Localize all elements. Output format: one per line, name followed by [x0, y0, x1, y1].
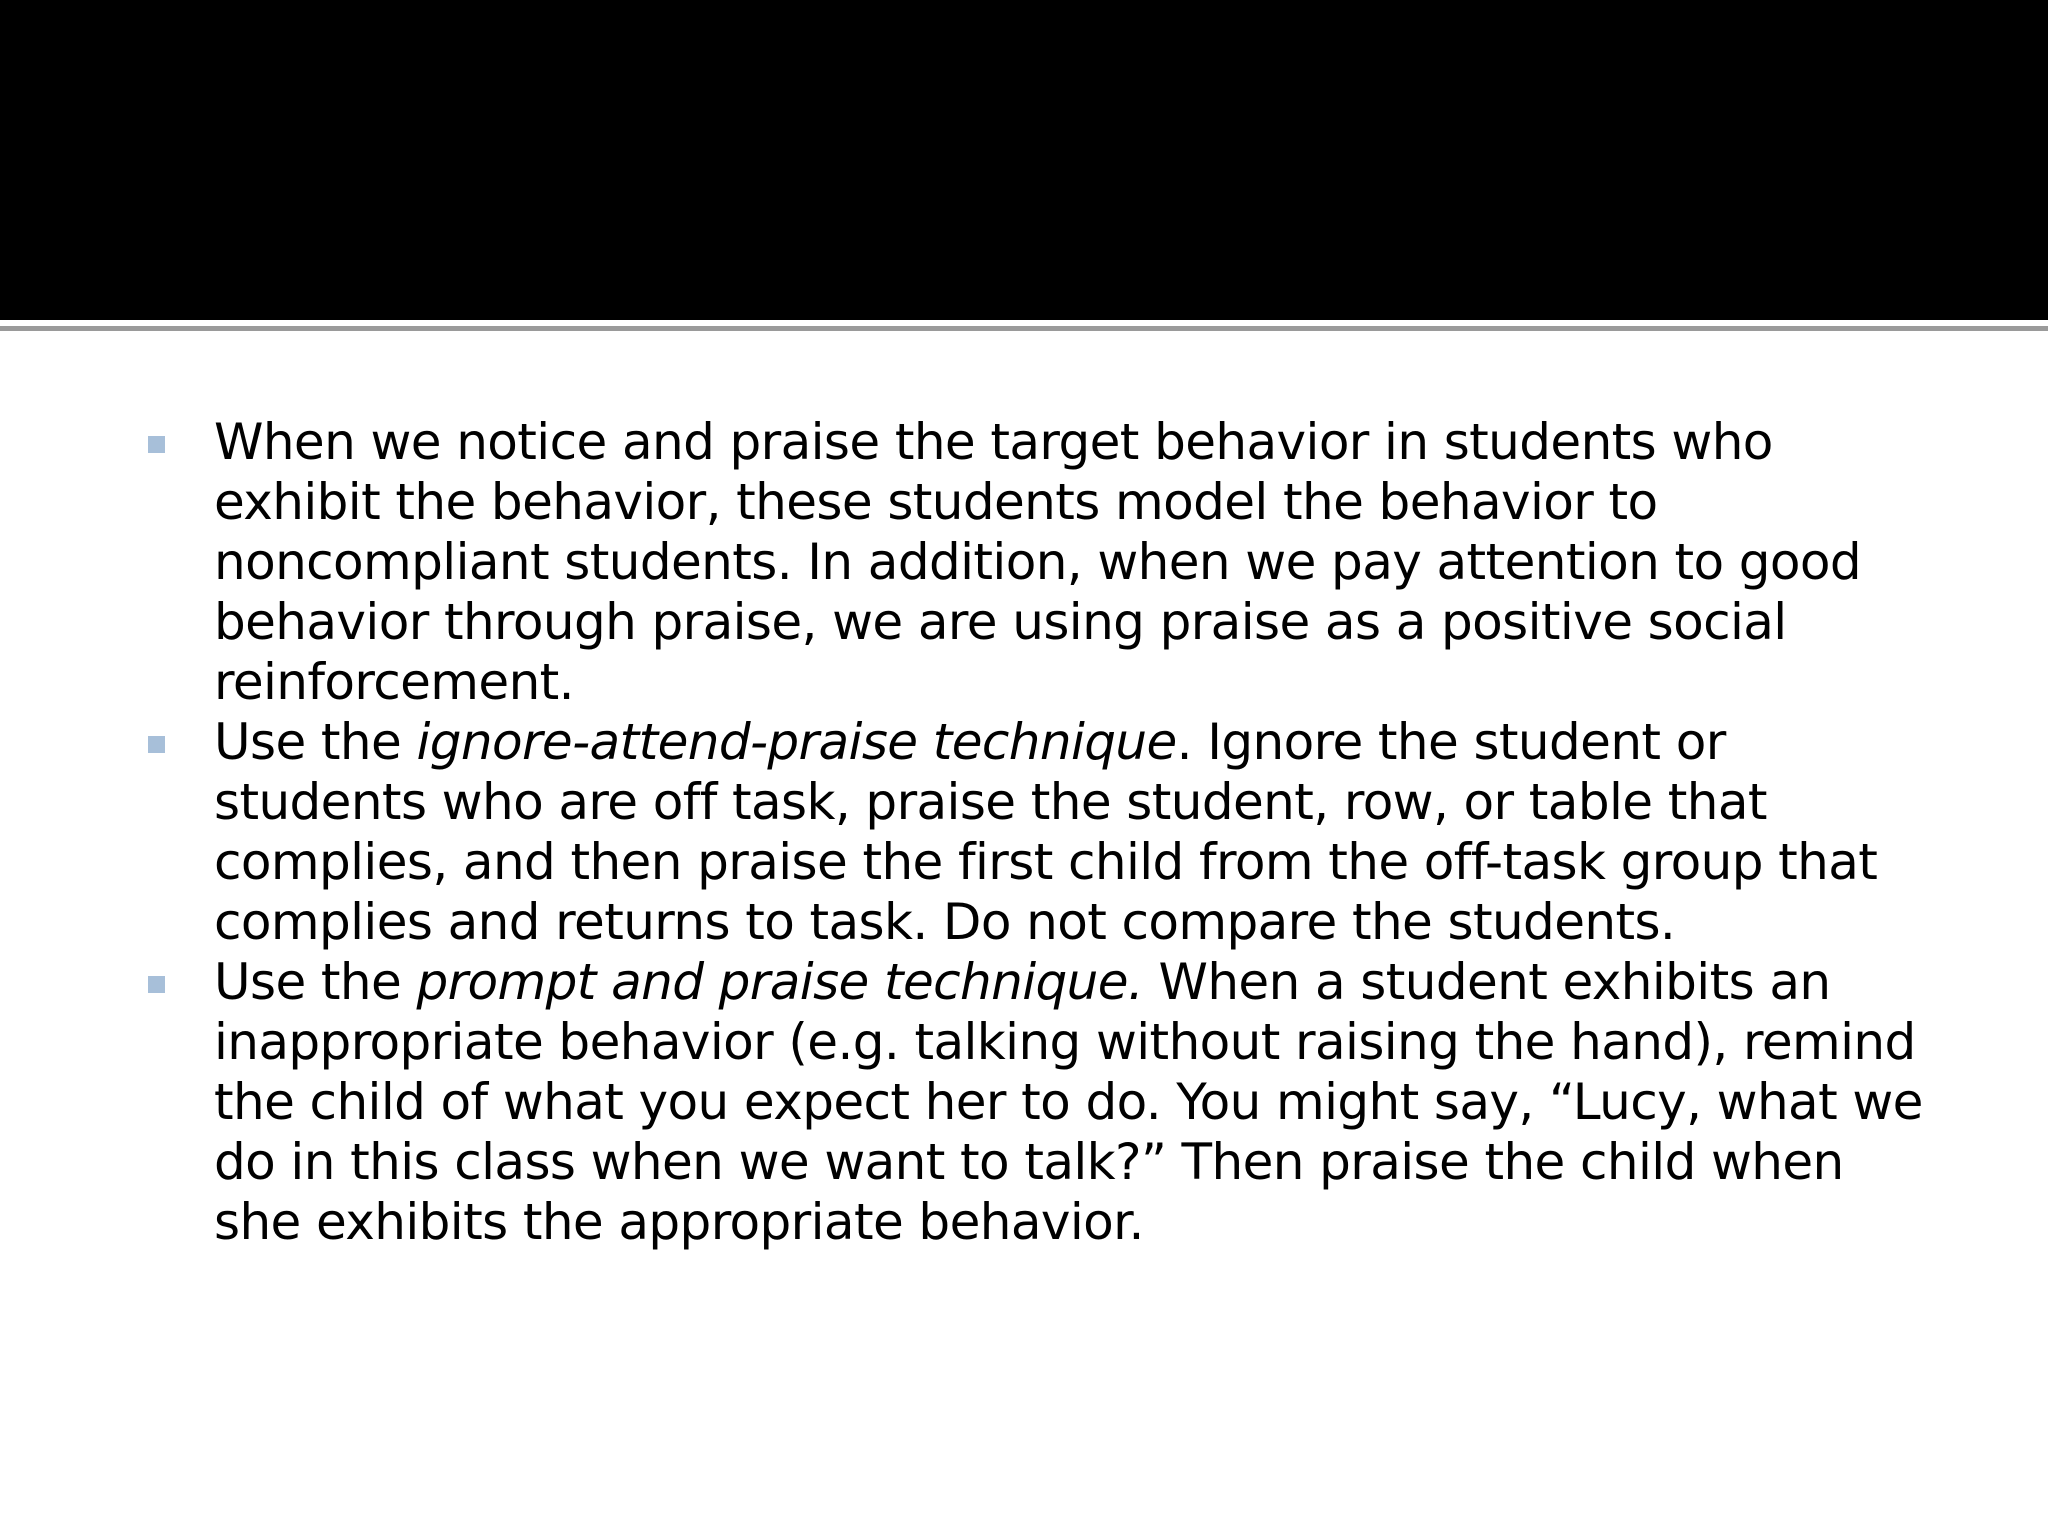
title-rule — [0, 326, 2048, 331]
bullet-text — [214, 712, 1940, 952]
bullet-text-segment: Use the — [214, 713, 417, 771]
bullet-item — [140, 712, 1940, 952]
title-bar — [0, 0, 2048, 320]
bullet-text-segment: When we notice and praise the target behavior in students who exhibit the behavior, these students model the behavior to noncompliant students. In addition, when we pay attention to good behavior through praise, we are using praise as a positive social reinforcement. — [214, 413, 1862, 711]
bullet-text-segment: Use the — [214, 953, 417, 1011]
bullet-text-emphasis: ignore-attend-praise technique — [416, 713, 1177, 771]
square-bullet-icon — [148, 436, 165, 453]
square-bullet-icon — [148, 736, 165, 753]
bullet-item — [140, 952, 1940, 1252]
square-bullet-icon — [148, 976, 165, 993]
bullet-text-segment: When a student exhibits an inappropriate behavior (e.g. talking without raising the hand), remind the child of what you expect her to do. You might say, “Lucy, what we do in this class when we want to talk?” Then praise the child when she exhibits the appropriate behavior. — [214, 953, 1923, 1251]
bullet-item — [140, 412, 1940, 712]
bullet-text-emphasis: prompt and praise technique. — [416, 953, 1144, 1011]
bullet-text-segment: . Ignore the student or students who are off task, praise the student, row, or table that complies, and then praise the first child from the off-task group that complies and returns to task. Do not compare the students. — [214, 713, 1878, 951]
bullet-text — [214, 952, 1940, 1252]
bullet-list — [140, 412, 1940, 1252]
bullet-text — [214, 412, 1940, 712]
